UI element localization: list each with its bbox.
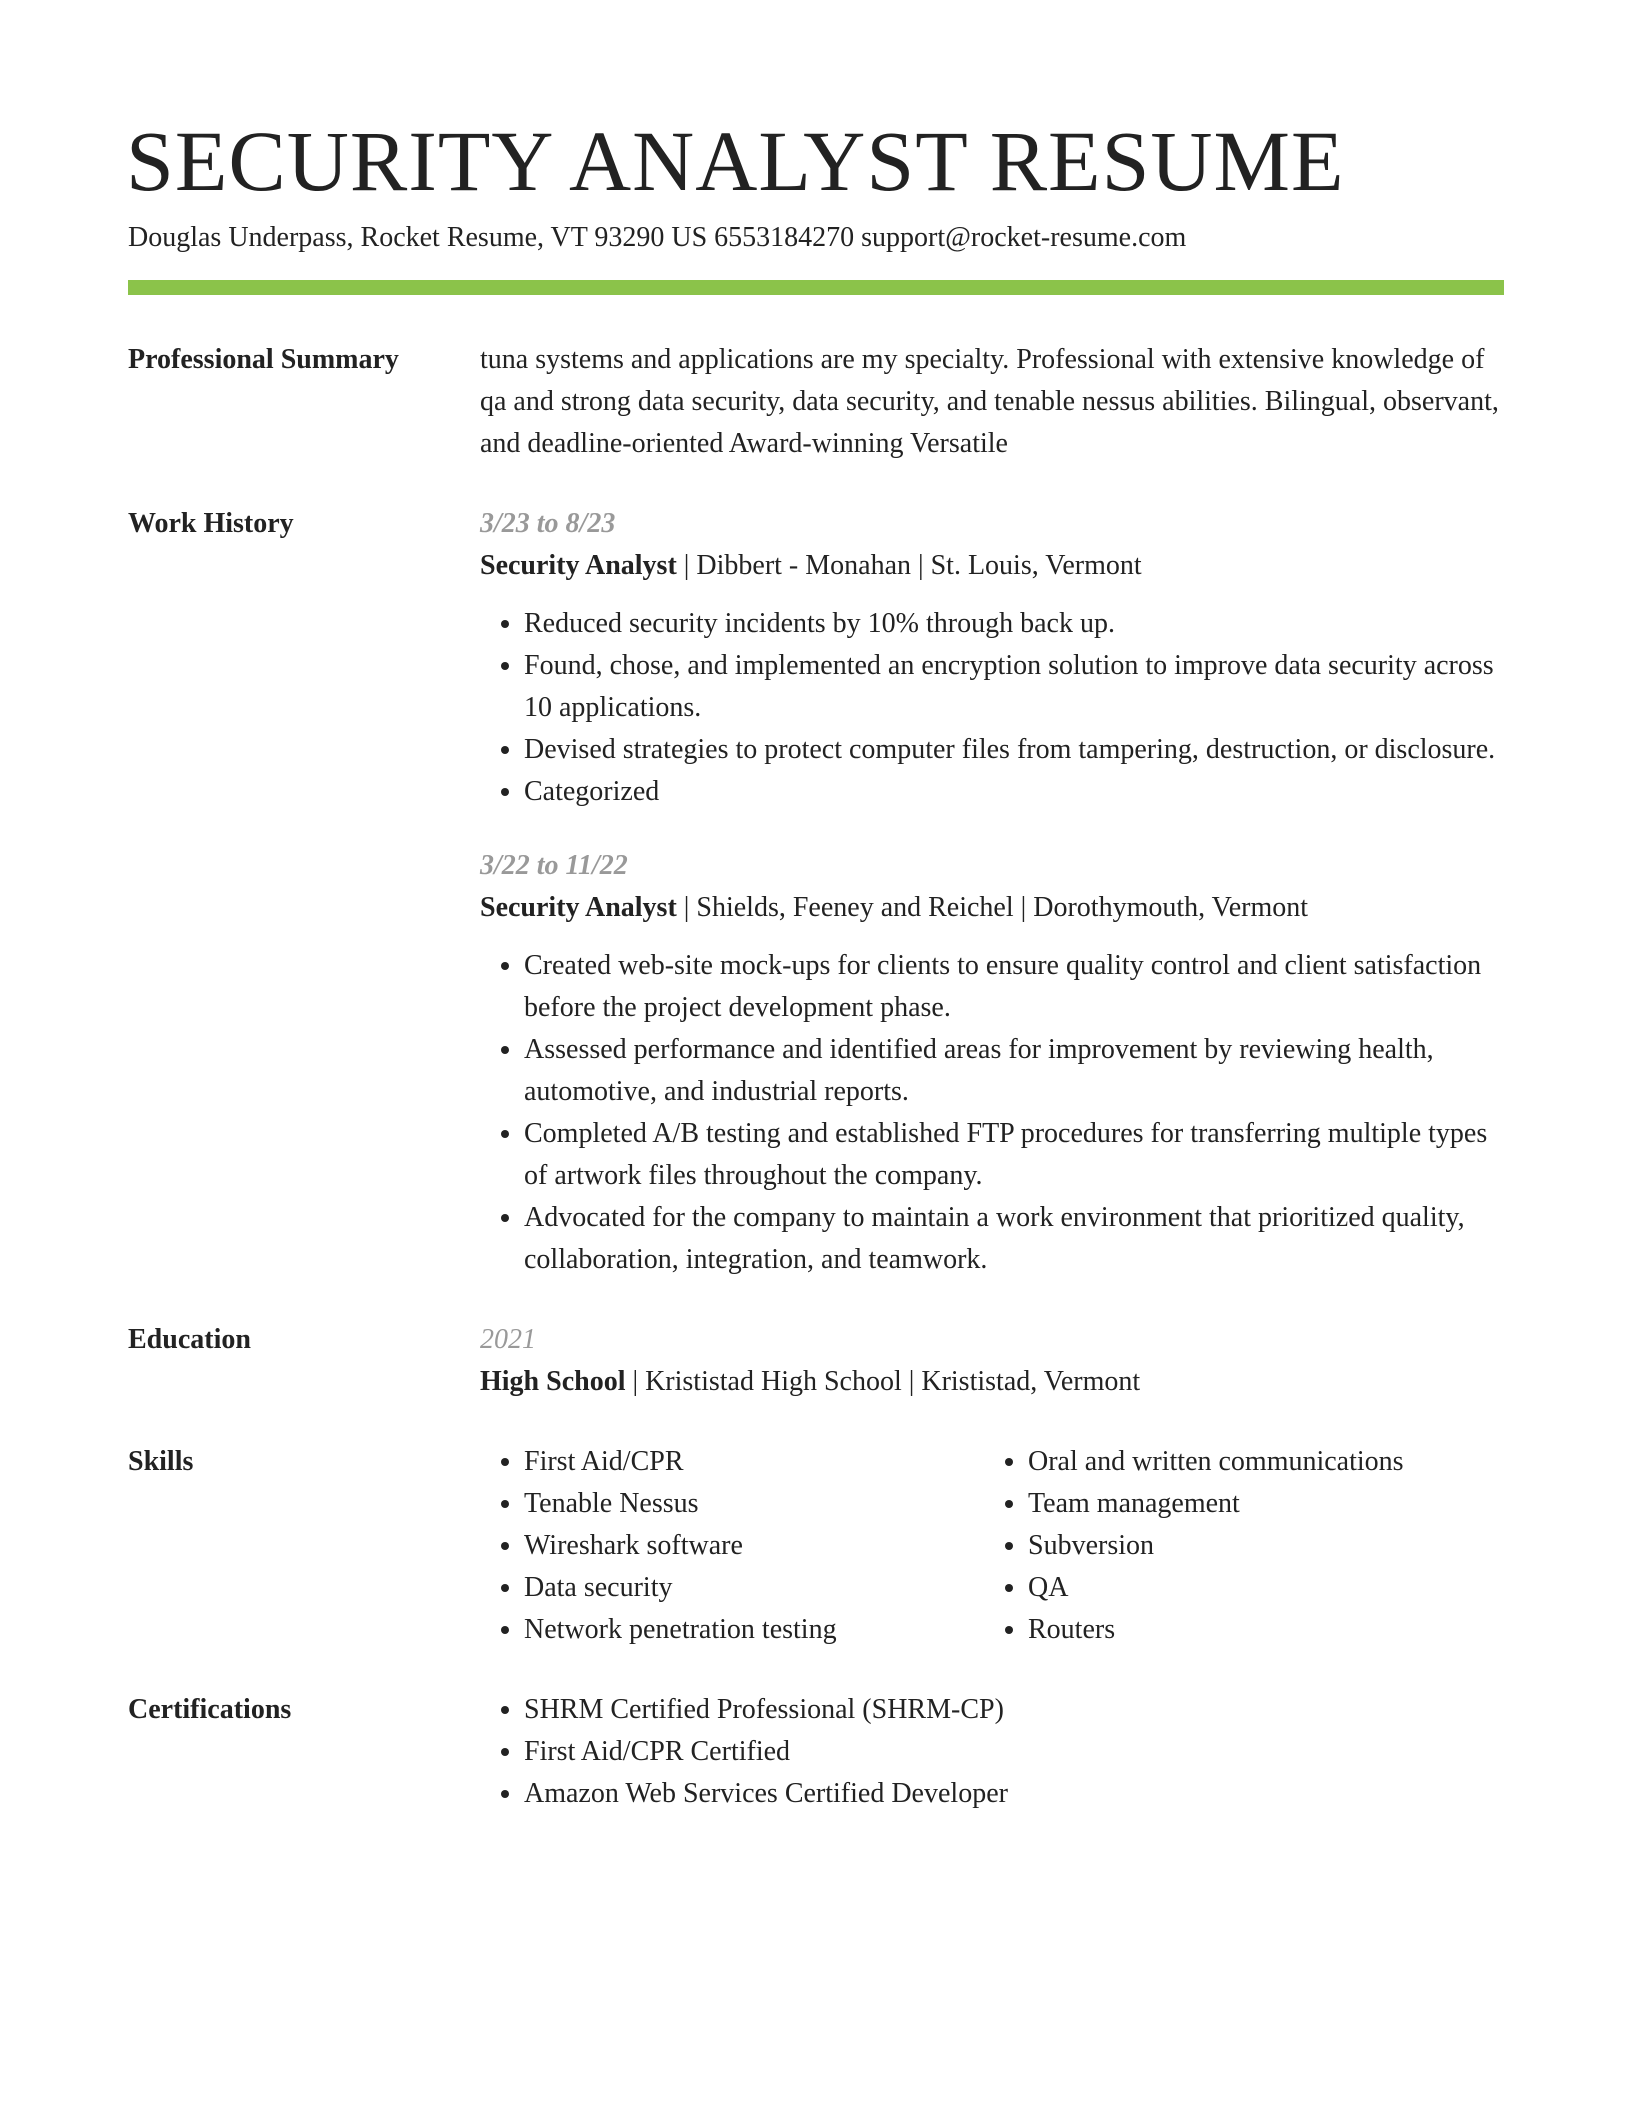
list-item: • Routers <box>1028 1609 1404 1651</box>
education-label: Education <box>128 1324 251 1356</box>
skills-label: Skills <box>128 1446 194 1478</box>
header-divider <box>128 280 1504 295</box>
summary-section <box>128 339 1504 465</box>
job-role: Security Analyst <box>480 550 677 582</box>
job-details: | Shields, Feeney and Reichel | Dorothymouth, Vermont <box>676 892 1309 924</box>
skills-list-left <box>480 1441 984 1651</box>
list-item: • Found, chose, and implemented an encryption solution to improve data security across 10 applications. <box>524 645 1504 729</box>
list-item: • First Aid/CPR <box>524 1441 984 1483</box>
job-heading <box>480 887 1504 929</box>
job-bullets <box>480 603 1504 813</box>
resume-title: SECURITY ANALYST RESUME <box>126 113 1345 209</box>
skills-section <box>128 1441 1504 1651</box>
list-item: • Team management <box>1028 1483 1404 1525</box>
summary-label: Professional Summary <box>128 344 399 376</box>
list-item: • Oral and written communications <box>1028 1441 1404 1483</box>
job-dates: 3/22 to 11/22 <box>480 850 628 882</box>
job-details: | Dibbert - Monahan | St. Louis, Vermont <box>676 550 1142 582</box>
job-bullets <box>480 945 1504 1281</box>
education-year: 2021 <box>480 1324 536 1356</box>
list-item: • Data security <box>524 1567 984 1609</box>
list-item: • Network penetration testing <box>524 1609 984 1651</box>
job-entry <box>480 845 1504 1281</box>
list-item: • Tenable Nessus <box>524 1483 984 1525</box>
list-item: • Wireshark software <box>524 1525 984 1567</box>
education-heading <box>480 1361 1504 1403</box>
work-history-section <box>128 503 1504 1281</box>
list-item: • Categorized <box>524 771 1504 813</box>
contact-line: Douglas Underpass, Rocket Resume, VT 93290 US 6553184270 support@rocket-resume.com <box>128 222 1187 253</box>
list-item: • Assessed performance and identified areas for improvement by reviewing health, automotive, and industrial reports. <box>524 1029 1504 1113</box>
certifications-section <box>128 1689 1504 1815</box>
certifications-list <box>480 1689 1504 1815</box>
education-section <box>128 1319 1504 1403</box>
job-role: Security Analyst <box>480 892 677 924</box>
work-history-label: Work History <box>128 508 294 540</box>
list-item: • Completed A/B testing and established FTP procedures for transferring multiple types of artwork files throughout the company. <box>524 1113 1504 1197</box>
education-degree: High School <box>480 1366 626 1398</box>
job-dates: 3/23 to 8/23 <box>480 508 616 540</box>
job-entry <box>480 503 1504 813</box>
skills-list-right <box>984 1441 1404 1651</box>
job-heading <box>480 545 1504 587</box>
list-item: • SHRM Certified Professional (SHRM-CP) <box>524 1689 1504 1731</box>
list-item: • Advocated for the company to maintain a work environment that prioritized quality, collaboration, integration, and teamwork. <box>524 1197 1504 1281</box>
list-item: • Devised strategies to protect computer files from tampering, destruction, or disclosure. <box>524 729 1504 771</box>
certifications-label: Certifications <box>128 1694 292 1726</box>
list-item: • QA <box>1028 1567 1404 1609</box>
list-item: • Amazon Web Services Certified Developer <box>524 1773 1504 1815</box>
summary-text: tuna systems and applications are my specialty. Professional with extensive knowledge of qa and strong data security, data security, and tenable nessus abilities. Bilingual, observant, and deadline-oriented Award-winning Versatile <box>480 344 1499 460</box>
list-item: • First Aid/CPR Certified <box>524 1731 1504 1773</box>
list-item: • Subversion <box>1028 1525 1404 1567</box>
skills-columns <box>480 1441 1504 1651</box>
education-details: | Krististad High School | Krististad, Vermont <box>625 1366 1141 1398</box>
list-item: • Reduced security incidents by 10% through back up. <box>524 603 1504 645</box>
list-item: • Created web-site mock-ups for clients to ensure quality control and client satisfaction before the project development phase. <box>524 945 1504 1029</box>
